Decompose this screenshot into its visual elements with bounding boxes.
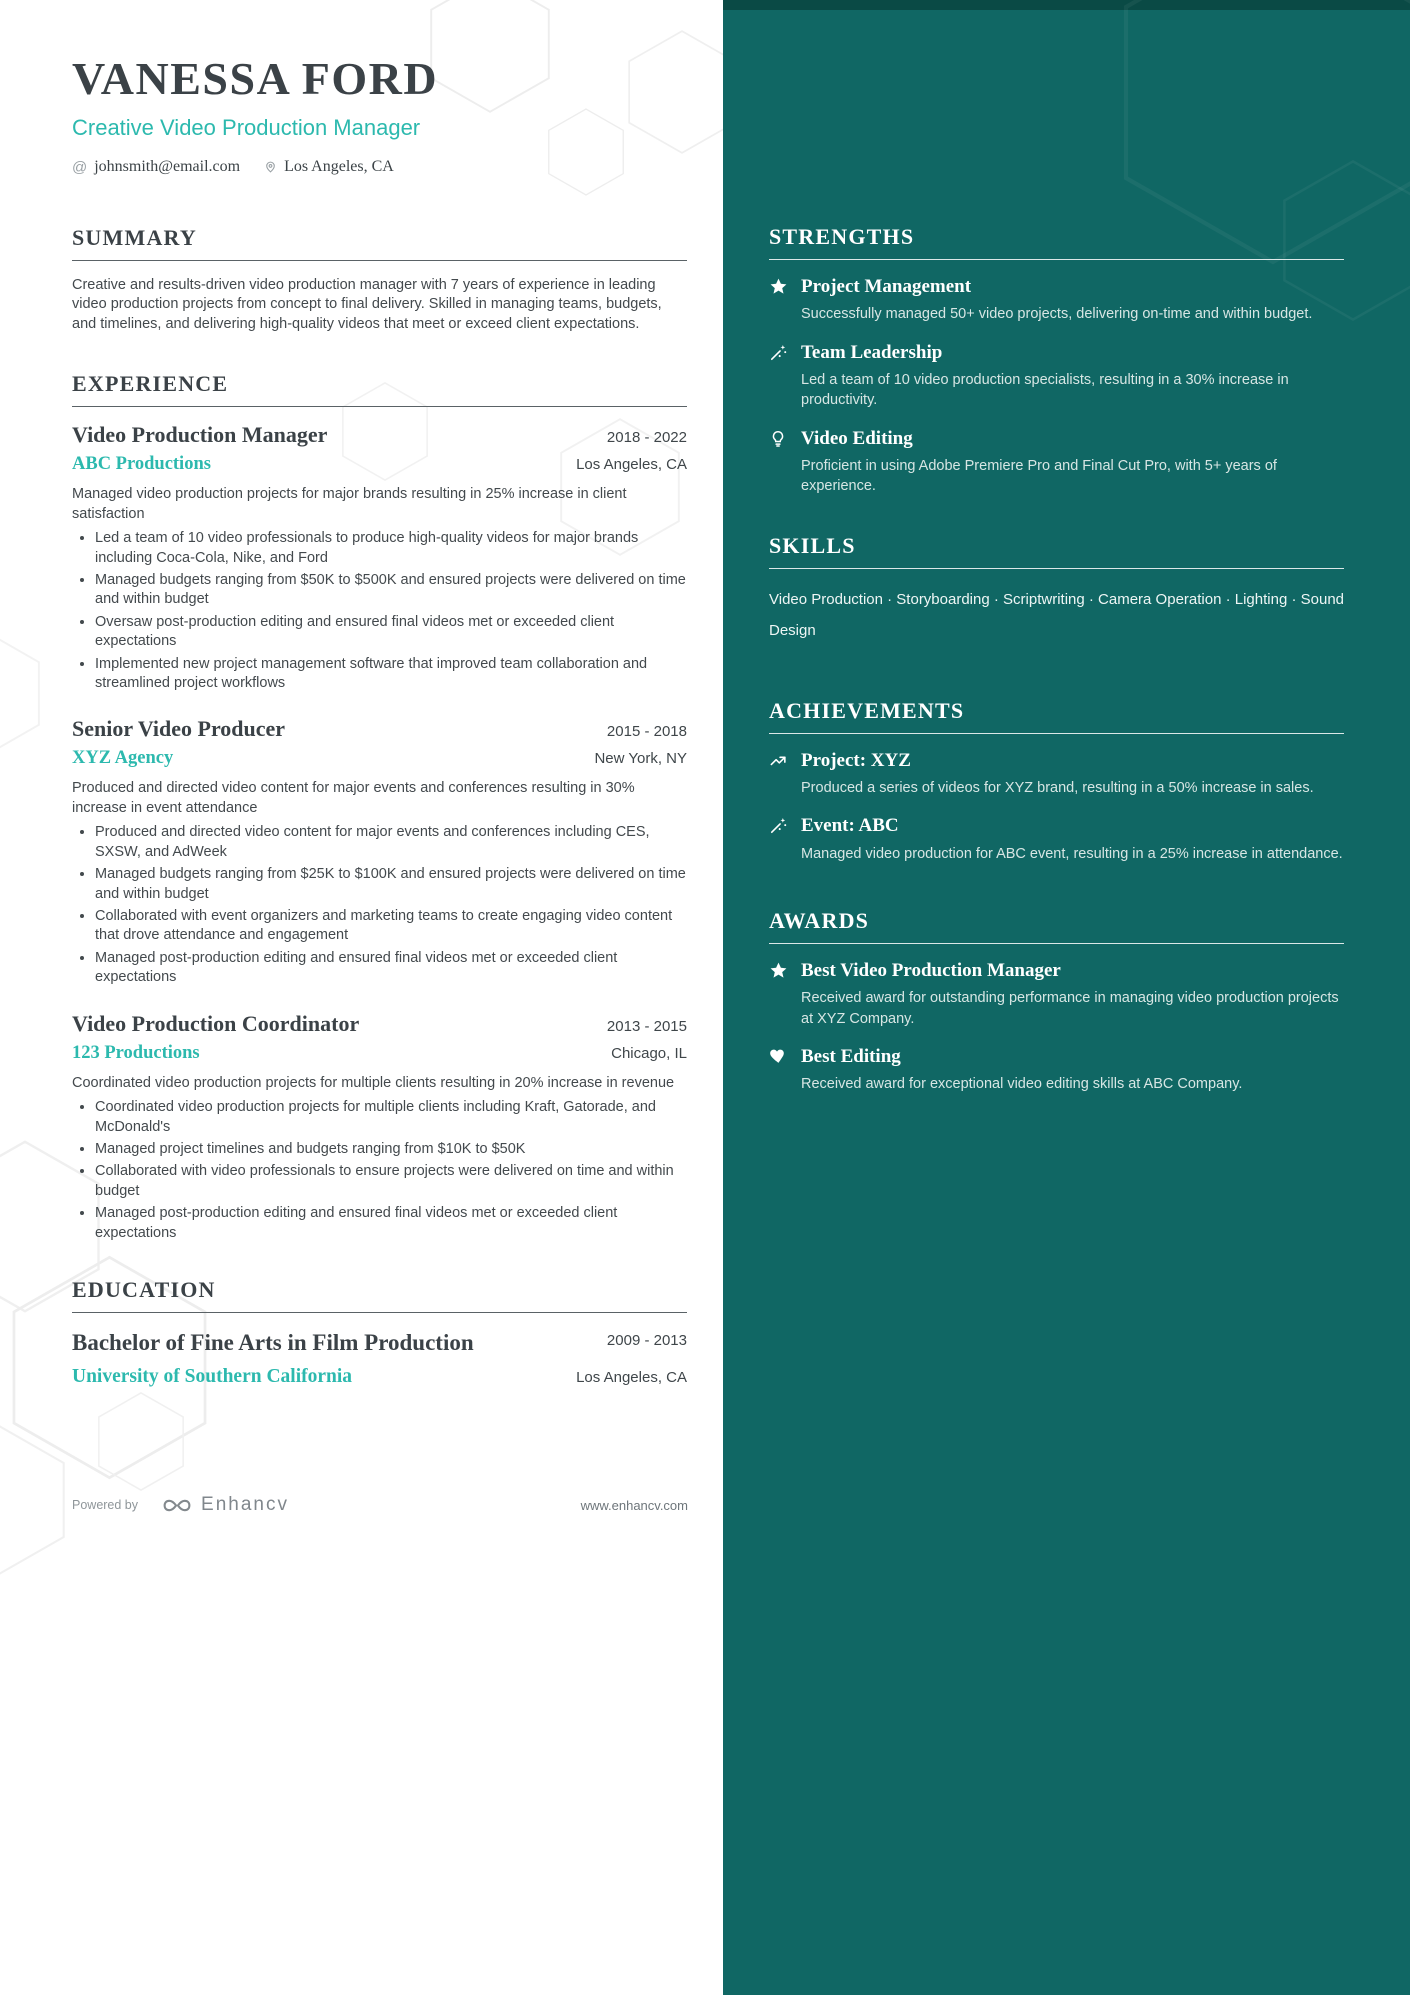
award-title: Best Editing — [801, 1046, 901, 1068]
bullet-item: • Led a team of 10 video professionals to produce high-quality videos for major brands including Coca-Cola, Nike, and Ford — [95, 529, 687, 568]
education-dates: 2009 - 2013 — [606, 1332, 687, 1350]
job-title: Video Production Coordinator — [72, 1010, 360, 1036]
job-description: Produced and directed video content for major events and conferences resulting in 30% increase in event attendance — [72, 780, 635, 816]
summary-text: Creative and results-driven video production manager with 7 years of experience in leading video production projects from concept to final delivery. Skilled in managing teams, budgets, and timelines, and delivering high-quality videos that meet or exceed client expectations. — [72, 277, 662, 332]
job-entry — [72, 422, 687, 693]
wand-icon — [769, 814, 789, 864]
awards-section — [769, 908, 1344, 1095]
bullet-item: • Collaborated with event organizers and marketing teams to create engaging video content that drove attendance and engagement — [95, 907, 687, 946]
summary-section — [72, 225, 687, 334]
degree-title: Bachelor of Fine Arts in Film Production — [72, 1330, 474, 1356]
job-description: Coordinated video production projects for multiple clients resulting in 20% increase in revenue — [72, 1074, 675, 1091]
education-heading: EDUCATION — [72, 1277, 687, 1313]
contact-row — [72, 158, 687, 176]
strength-text: Led a team of 10 video production specialists, resulting in a 30% increase in productivity. — [801, 371, 1289, 409]
award-text: Received award for exceptional video editing skills at ABC Company. — [801, 1076, 1243, 1093]
achievements-section — [769, 698, 1344, 864]
strength-title: Team Leadership — [801, 341, 943, 363]
strengths-section — [769, 224, 1344, 497]
job-title: Senior Video Producer — [72, 716, 286, 742]
award-item — [769, 959, 1344, 1029]
trend-up-icon — [769, 749, 789, 799]
enhancv-infinity-icon — [162, 1497, 192, 1514]
heart-icon — [769, 1045, 789, 1095]
location-text: Los Angeles, CA — [284, 158, 394, 175]
job-bullets — [72, 823, 687, 987]
job-company: XYZ Agency — [72, 748, 174, 769]
job-entry — [72, 1011, 687, 1243]
bullet-item: • Coordinated video production projects for multiple clients including Kraft, Gatorade, and McDonald's — [95, 1098, 687, 1137]
job-dates: 2013 - 2015 — [606, 1017, 687, 1035]
job-location: Chicago, IL — [611, 1044, 687, 1062]
bullet-item: • Managed budgets ranging from $50K to $500K and ensured projects were delivered on time and within budget — [95, 571, 687, 610]
skills-list: Video Production · Storyboarding · Scriptwriting · Camera Operation · Lighting · Sound Design — [769, 590, 1345, 639]
enhancv-wordmark: Enhancv — [201, 1494, 289, 1515]
job-entry — [72, 716, 687, 987]
page-title: VANESSA FORD — [72, 53, 439, 104]
skills-section — [769, 533, 1344, 646]
footer-url[interactable]: www.enhancv.com — [580, 1497, 688, 1513]
job-company: 123 Productions — [72, 1042, 200, 1063]
strength-title: Project Management — [801, 276, 972, 297]
strength-text: Proficient in using Adobe Premiere Pro and Final Cut Pro, with 5+ years of experience. — [801, 457, 1277, 495]
job-location: Los Angeles, CA — [576, 456, 687, 474]
bullet-item: • Managed post-production editing and ensured final videos met or exceeded client expectations — [95, 1204, 687, 1243]
star-icon — [769, 959, 789, 1029]
job-title: Video Production Manager — [72, 422, 328, 448]
job-bullets — [72, 529, 687, 693]
achievements-heading: ACHIEVEMENTS — [769, 698, 1344, 734]
school-name: University of Southern California — [72, 1365, 353, 1387]
enhancv-logo[interactable] — [162, 1494, 289, 1516]
bullet-item: • Managed budgets ranging from $25K to $100K and ensured projects were delivered on time and within budget — [95, 865, 687, 904]
award-item — [769, 1045, 1344, 1095]
achievement-text: Produced a series of videos for XYZ brand, resulting in a 50% increase in sales. — [801, 779, 1314, 796]
star-icon — [769, 275, 789, 325]
bullet-item: • Managed project timelines and budgets ranging from $10K to $50K — [95, 1140, 687, 1159]
job-description: Managed video production projects for major brands resulting in 25% increase in client satisfaction — [72, 486, 627, 522]
bullet-item: • Oversaw post-production editing and ensured final videos met or exceeded client expectations — [95, 613, 687, 652]
experience-heading: EXPERIENCE — [72, 371, 687, 407]
strength-title: Video Editing — [801, 427, 913, 449]
award-title: Best Video Production Manager — [801, 960, 1061, 982]
bullet-item: • Managed post-production editing and ensured final videos met or exceeded client expectations — [95, 949, 687, 988]
sidebar — [723, 0, 1410, 1995]
job-location: New York, NY — [594, 750, 687, 768]
job-dates: 2018 - 2022 — [606, 429, 687, 447]
job-bullets — [72, 1098, 687, 1243]
achievement-title: Project: XYZ — [801, 749, 911, 771]
contact-location — [264, 158, 394, 176]
bullet-item: • Implemented new project management software that improved team collaboration and streamlined project workflows — [95, 655, 687, 694]
job-dates: 2015 - 2018 — [606, 723, 687, 741]
strengths-heading: STRENGTHS — [769, 224, 1344, 260]
summary-heading: SUMMARY — [72, 225, 687, 261]
achievement-item — [769, 814, 1344, 864]
job-company: ABC Productions — [72, 454, 211, 475]
strength-item — [769, 275, 1344, 325]
email-at-icon: @ — [72, 158, 88, 176]
wand-icon — [769, 341, 789, 411]
lightbulb-icon — [769, 427, 789, 497]
footer — [72, 1494, 688, 1516]
powered-by-label: Powered by — [72, 1498, 139, 1512]
strength-item — [769, 427, 1344, 497]
achievement-text: Managed video production for ABC event, resulting in a 25% increase in attendance. — [801, 845, 1343, 862]
contact-email[interactable] — [72, 158, 240, 176]
achievement-title: Event: ABC — [801, 815, 899, 837]
experience-section — [72, 371, 687, 1243]
bullet-item: • Produced and directed video content for major events and conferences including CES, SXSW, and AdWeek — [95, 823, 687, 862]
strength-text: Successfully managed 50+ video projects, delivering on-time and within budget. — [801, 306, 1313, 323]
job-headline: Creative Video Production Manager — [72, 115, 421, 140]
award-text: Received award for outstanding performance in managing video production projects at XYZ Company. — [801, 990, 1339, 1027]
bullet-item: • Collaborated with video professionals to ensure projects were delivered on time and within budget — [95, 1162, 687, 1201]
school-location: Los Angeles, CA — [576, 1368, 687, 1386]
skills-heading: SKILLS — [769, 533, 1344, 569]
education-section — [72, 1277, 687, 1387]
location-pin-icon — [264, 159, 277, 175]
strength-item — [769, 341, 1344, 411]
awards-heading: AWARDS — [769, 908, 1344, 944]
email-text: johnsmith@email.com — [94, 158, 241, 175]
achievement-item — [769, 749, 1344, 799]
